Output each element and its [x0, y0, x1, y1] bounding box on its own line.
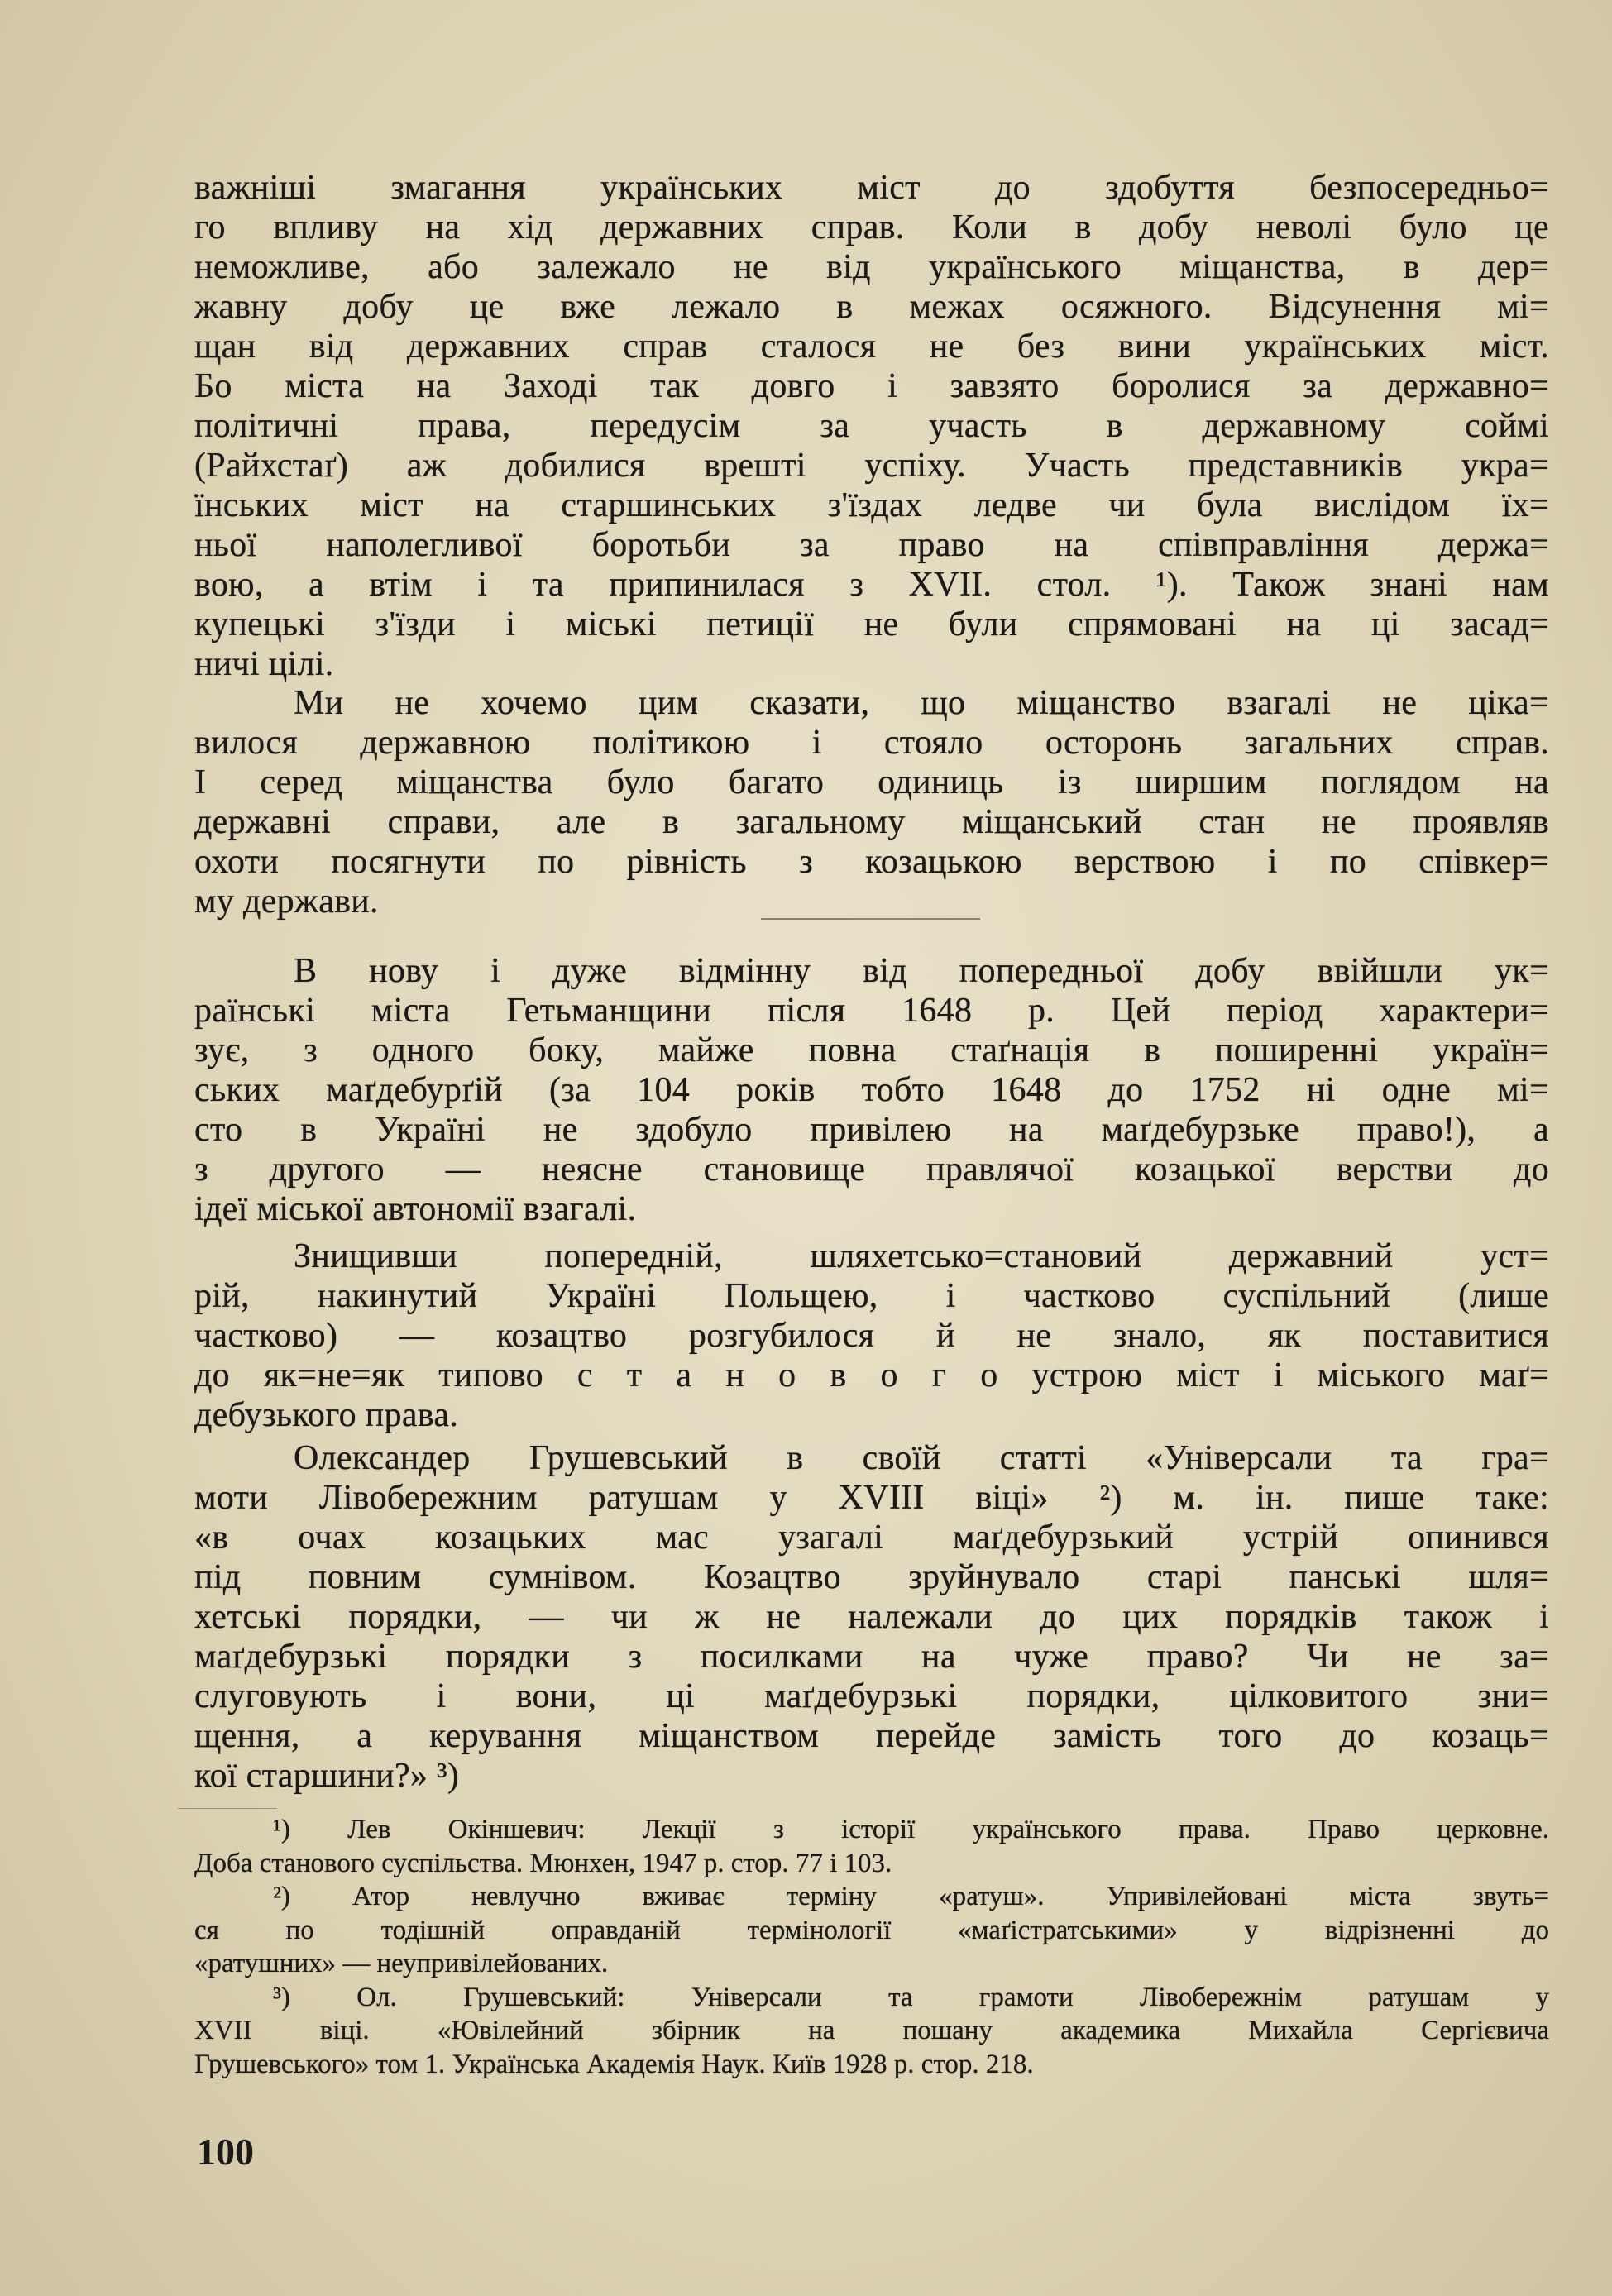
- footnote-line: ³) Ол. Грушевський: Універсали та грамоти Лівобережнім ратушам у: [273, 1982, 1549, 2012]
- text-line: рій, накинутий Україні Польщею, і частково суспільний (лише: [194, 1277, 1549, 1315]
- text-line: вилося державною політикою і стояло осторонь загальних справ.: [194, 724, 1549, 762]
- text-line: Знищивши попередній, шляхетсько=становий державний уст=: [294, 1237, 1549, 1275]
- page-number: 100: [197, 2131, 254, 2173]
- text-line: купецькі з'їзди і міські петиції не були спрямовані на ці засад=: [194, 605, 1549, 643]
- text-line: з другого — неясне становище правлячої козацької верстви до: [194, 1150, 1549, 1189]
- text-line: жавну добу це вже лежало в межах осяжного. Відсунення мі=: [194, 288, 1549, 326]
- footnote-line: ²) Атор невлучно вживає терміну «ратуш». Упривілейовані міста звуть=: [273, 1882, 1549, 1911]
- text-line: частково) — козацтво розгубилося й не знало, як поставитися: [194, 1317, 1549, 1355]
- text-line: до як=не=як типово с т а н о в о г о устрою міст і міського маґ=: [194, 1356, 1549, 1394]
- text-line: ських маґдебурґій (за 104 років тобто 1648 до 1752 ні одне мі=: [194, 1071, 1549, 1109]
- text-line: вою, а втім і та припинилася з XVII. стол. ¹). Також знані нам: [194, 566, 1549, 604]
- text-line: зує, з одного боку, майже повна стаґнація в поширенні україн=: [194, 1031, 1549, 1069]
- text-line: Олександер Грушевський в своїй статті «Універсали та гра=: [294, 1439, 1549, 1477]
- text-line: державні справи, але в загальному міщанський стан не проявляв: [194, 803, 1549, 841]
- text-line: маґдебурзькі порядки з посилками на чуже право? Чи не за=: [194, 1638, 1549, 1676]
- footnote-line: «ратушних» — неупривілейованих.: [194, 1949, 609, 1978]
- text-line: ньої наполегливої боротьби за право на співправління держа=: [194, 526, 1549, 564]
- footnote-line: XVII віці. «Ювілейний збірник на пошану академика Михайла Сергієвича: [194, 2016, 1549, 2045]
- footnote-line: Грушевського» том 1. Українська Академія Наук. Київ 1928 р. стор. 218.: [194, 2049, 1034, 2079]
- text-line: «в очах козацьких мас узагалі маґдебурзький устрій опинився: [194, 1519, 1549, 1557]
- text-line: ничі цілі.: [194, 645, 334, 683]
- text-line: моти Лівобережним ратушам у XVIII віці» ²) м. ін. пише таке:: [194, 1479, 1549, 1517]
- text-line: неможливе, або залежало не від українського міщанства, в дер=: [194, 248, 1549, 286]
- text-line: під повним сумнівом. Козацтво зруйнувало старі панські шля=: [194, 1558, 1549, 1596]
- text-line: му держави.: [194, 883, 379, 921]
- text-line: раїнські міста Гетьманщини після 1648 р. Цей період характери=: [194, 992, 1549, 1030]
- text-line: охоти посягнути по рівність з козацькою верствою і по співкер=: [194, 843, 1549, 881]
- text-line: хетські порядки, — чи ж не належали до цих порядків також і: [194, 1598, 1549, 1636]
- text-line: щення, а керування міщанством перейде замість того до козаць=: [194, 1717, 1549, 1755]
- section-divider: [761, 918, 980, 920]
- text-line: І серед міщанства було багато одиниць із ширшим поглядом на: [194, 763, 1549, 801]
- text-line: їнських міст на старшинських з'їздах ледве чи була вислідом їх=: [194, 486, 1549, 524]
- text-line: Бо міста на Заході так довго і завзято боролися за державно=: [194, 367, 1549, 405]
- text-line: ідеї міської автономії взагалі.: [194, 1190, 637, 1228]
- text-line: політичні права, передусім за участь в державному соймі: [194, 407, 1549, 445]
- text-line: (Райхстаґ) аж добилися врешті успіху. Участь представників укра=: [194, 447, 1549, 485]
- text-line: сто в Україні не здобуло привілею на маґдебурзьке право!), а: [194, 1111, 1549, 1149]
- text-line: Ми не хочемо цим сказати, що міщанство взагалі не ціка=: [294, 684, 1549, 722]
- footnote-line: ся по тодішній оправданій термінології «маґістратськими» у відрізненні до: [194, 1915, 1549, 1945]
- footnote-line: ¹) Лев Окіншевич: Лекції з історії українського права. Право церковне.: [273, 1815, 1549, 1844]
- footnote-rule: [178, 1808, 277, 1809]
- text-line: важніші змагання українських міст до здобуття безпосередньо=: [194, 169, 1549, 207]
- text-line: кої старшини?» ³): [194, 1757, 460, 1795]
- text-line: щан від державних справ сталося не без вини українських міст.: [194, 328, 1549, 366]
- text-line: слуговують і вони, ці маґдебурзькі порядки, цілковитого зни=: [194, 1677, 1549, 1715]
- text-line: го впливу на хід державних справ. Коли в добу неволі було це: [194, 208, 1549, 246]
- text-line: дебузького права.: [194, 1396, 459, 1434]
- footnote-line: Доба станового суспільства. Мюнхен, 1947 р. стор. 77 і 103.: [194, 1848, 892, 1878]
- text-line: В нову і дуже відмінну від попередньої добу ввійшли ук=: [294, 952, 1549, 990]
